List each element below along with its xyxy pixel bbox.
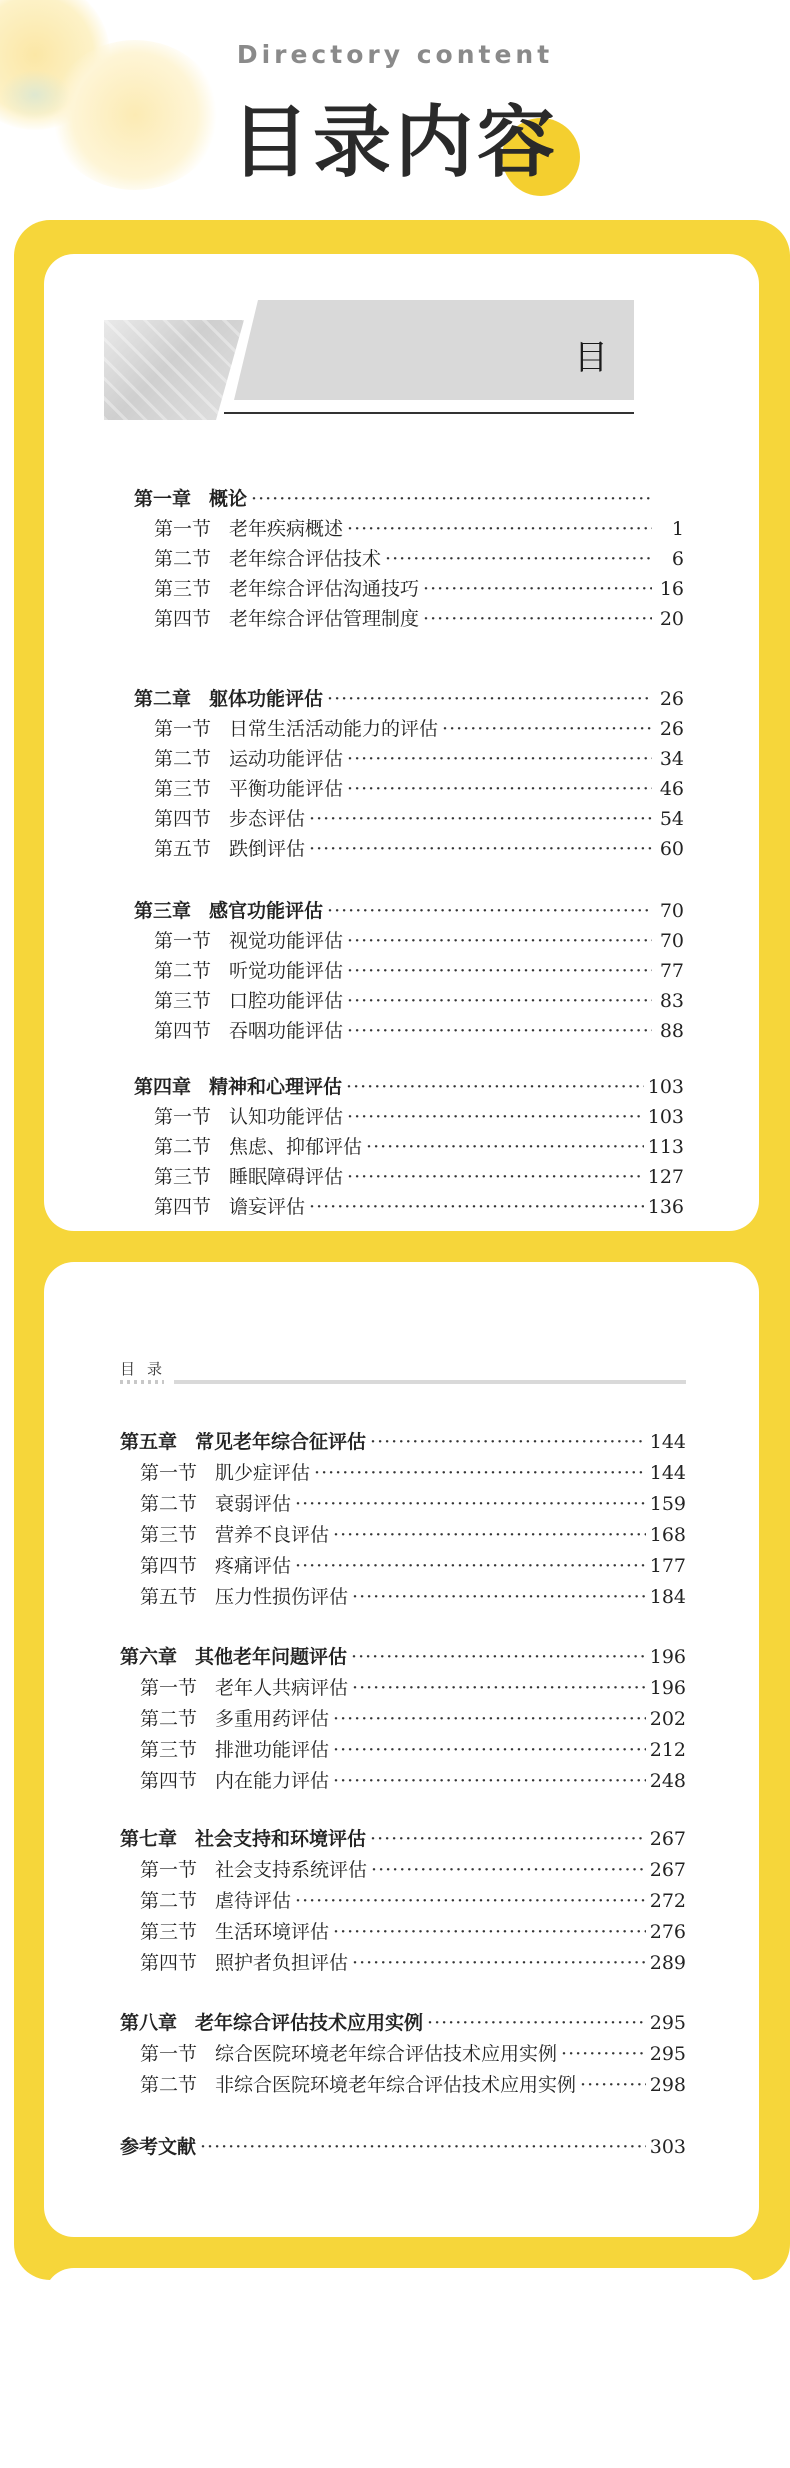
section-number: 第三节	[154, 1166, 212, 1188]
section-title: 吞咽功能评估	[229, 1020, 344, 1042]
page-title: 目录内容	[230, 98, 559, 188]
section-row	[154, 744, 684, 771]
section-title: 老年综合评估管理制度	[229, 608, 420, 630]
section-number: 第三节	[154, 578, 212, 600]
section-number: 第四节	[154, 1196, 212, 1218]
section-title: 日常生活活动能力的评估	[229, 718, 439, 740]
section-number: 第二节	[140, 1493, 198, 1515]
page-number: 303	[649, 2136, 686, 2158]
section-title: 肌少症评估	[215, 1462, 311, 1484]
section-number: 第五节	[140, 1586, 198, 1608]
chapter-label: 第五章	[120, 1431, 178, 1453]
section-number: 第一节	[140, 1462, 198, 1484]
section-row	[140, 1458, 686, 1485]
leader-dots	[333, 1770, 646, 1792]
page-number: 34	[659, 748, 684, 770]
section-number: 第四节	[154, 808, 212, 830]
section-row	[154, 956, 684, 983]
page-number: 202	[649, 1708, 686, 1730]
page-subtitle: Directory content	[236, 40, 554, 69]
section-title: 内在能力评估	[215, 1770, 330, 1792]
section-number: 第四节	[140, 1952, 198, 1974]
section-title: 焦虑、抑郁评估	[229, 1136, 363, 1158]
leader-dots	[333, 1739, 646, 1761]
section-row	[154, 714, 684, 741]
leader-dots	[347, 1106, 644, 1128]
page-number: 70	[659, 900, 684, 922]
leader-dots	[309, 838, 652, 860]
section-row	[154, 774, 684, 801]
page-number: 276	[649, 1921, 686, 1943]
page-number: 272	[649, 1890, 686, 1912]
leader-dots	[423, 578, 652, 600]
chapter-label: 第三章	[134, 900, 192, 922]
leader-dots	[352, 1677, 646, 1699]
page-number: 295	[649, 2043, 686, 2065]
leader-dots	[385, 548, 652, 570]
chapter-title: 社会支持和环境评估	[195, 1828, 367, 1850]
section-number: 第三节	[154, 778, 212, 800]
section-title: 口腔功能评估	[229, 990, 344, 1012]
page-number: 20	[659, 608, 684, 630]
section-title: 睡眠障碍评估	[229, 1166, 344, 1188]
section-title: 老年综合评估技术	[229, 548, 382, 570]
section-row	[140, 1704, 686, 1731]
leader-dots	[370, 1828, 646, 1850]
leader-dots	[366, 1136, 644, 1158]
leader-dots	[251, 488, 652, 510]
references-title: 参考文献	[120, 2136, 197, 2158]
leader-dots	[347, 1166, 644, 1188]
section-title: 疼痛评估	[215, 1555, 292, 1577]
leader-dots	[427, 2012, 646, 2034]
page-number: 289	[649, 1952, 686, 1974]
chapter-label: 第八章	[120, 2012, 178, 2034]
leader-dots	[347, 748, 652, 770]
leader-dots	[309, 808, 652, 830]
section-row	[154, 1162, 684, 1189]
section-number: 第一节	[154, 930, 212, 952]
chapter-title: 老年综合评估技术应用实例	[195, 2012, 424, 2034]
toc-card-1	[44, 254, 759, 1231]
page-number: 212	[649, 1739, 686, 1761]
section-title: 社会支持系统评估	[215, 1859, 368, 1881]
leader-dots	[347, 778, 652, 800]
page-number: 60	[659, 838, 684, 860]
page-number: 77	[659, 960, 684, 982]
chapter-label: 第七章	[120, 1828, 178, 1850]
chapter-row	[120, 2008, 686, 2035]
section-row	[140, 2070, 686, 2097]
leader-dots	[327, 688, 652, 710]
section-title: 虐待评估	[215, 1890, 292, 1912]
section-number: 第二节	[154, 748, 212, 770]
page-number: 113	[647, 1136, 684, 1158]
chapter-title: 感官功能评估	[209, 900, 324, 922]
page-number: 196	[649, 1646, 686, 1668]
section-title: 多重用药评估	[215, 1708, 330, 1730]
section-row	[154, 1192, 684, 1219]
section-number: 第四节	[140, 1770, 198, 1792]
page-number: 267	[649, 1828, 686, 1850]
chapter-label: 第四章	[134, 1076, 192, 1098]
section-title: 跌倒评估	[229, 838, 306, 860]
section-row	[154, 1132, 684, 1159]
section-title: 营养不良评估	[215, 1524, 330, 1546]
page-number: 136	[647, 1196, 684, 1218]
section-row	[154, 514, 684, 541]
section-title: 非综合医院环境老年综合评估技术应用实例	[215, 2074, 577, 2096]
section-title: 生活环境评估	[215, 1921, 330, 1943]
page-number: 184	[649, 1586, 686, 1608]
section-row	[140, 1489, 686, 1516]
section-title: 平衡功能评估	[229, 778, 344, 800]
chapter-row	[120, 1427, 686, 1454]
section-row	[140, 1582, 686, 1609]
page-number: 267	[649, 1859, 686, 1881]
leader-dots	[295, 1493, 646, 1515]
section-row	[154, 604, 684, 631]
page-number: 159	[649, 1493, 686, 1515]
chapter-row	[134, 896, 684, 923]
section-row	[154, 804, 684, 831]
section-number: 第三节	[140, 1739, 198, 1761]
section-number: 第二节	[140, 1708, 198, 1730]
page-number: 144	[649, 1462, 686, 1484]
leader-dots	[347, 518, 652, 540]
section-number: 第四节	[154, 1020, 212, 1042]
toc-card-2	[44, 1262, 759, 2237]
leader-dots	[309, 1196, 644, 1218]
toc-heading: 目录	[120, 1360, 175, 1378]
leader-dots	[346, 1076, 644, 1098]
chapter-row	[120, 1642, 686, 1669]
page-header	[0, 0, 790, 218]
leader-dots	[370, 1431, 646, 1453]
leader-dots	[371, 1859, 646, 1881]
section-title: 老年疾病概述	[229, 518, 344, 540]
section-row	[140, 1551, 686, 1578]
section-row	[140, 1673, 686, 1700]
leader-dots	[295, 1555, 646, 1577]
page-number: 6	[671, 548, 684, 570]
heading-dots	[120, 1380, 164, 1384]
chapter-title: 概论	[209, 488, 248, 510]
section-number: 第二节	[140, 1890, 198, 1912]
section-row	[140, 1917, 686, 1944]
page-number: 127	[647, 1166, 684, 1188]
leader-dots	[347, 960, 652, 982]
page-number: 168	[649, 1524, 686, 1546]
section-row	[140, 2039, 686, 2066]
leader-dots	[295, 1890, 646, 1912]
page-number: 88	[659, 1020, 684, 1042]
section-number: 第二节	[154, 960, 212, 982]
leader-dots	[333, 1921, 646, 1943]
section-number: 第一节	[140, 2043, 198, 2065]
section-row	[154, 1102, 684, 1129]
page-number: 295	[649, 2012, 686, 2034]
leader-dots	[352, 1586, 646, 1608]
page-number: 26	[659, 718, 684, 740]
chapter-title: 精神和心理评估	[209, 1076, 343, 1098]
leader-dots	[333, 1708, 646, 1730]
leader-dots	[423, 608, 652, 630]
section-number: 第三节	[154, 990, 212, 1012]
section-row	[154, 926, 684, 953]
section-row	[154, 1016, 684, 1043]
leader-dots	[561, 2043, 646, 2065]
leader-dots	[580, 2074, 646, 2096]
page-number: 177	[649, 1555, 686, 1577]
section-number: 第二节	[154, 1136, 212, 1158]
section-number: 第一节	[154, 1106, 212, 1128]
chapter-row	[134, 484, 684, 511]
section-row	[140, 1520, 686, 1547]
section-number: 第二节	[140, 2074, 198, 2096]
section-row	[154, 834, 684, 861]
page-number: 103	[647, 1106, 684, 1128]
toc-banner-char: 目	[574, 338, 608, 378]
section-title: 步态评估	[229, 808, 306, 830]
page-number: 144	[649, 1431, 686, 1453]
chapter-label: 第六章	[120, 1646, 178, 1668]
chapter-label: 第二章	[134, 688, 192, 710]
leader-dots	[352, 1952, 646, 1974]
leader-dots	[347, 930, 652, 952]
section-row	[154, 574, 684, 601]
page-number: 26	[659, 688, 684, 710]
chapter-row	[134, 1072, 684, 1099]
section-number: 第五节	[154, 838, 212, 860]
section-row	[140, 1948, 686, 1975]
chapter-row	[134, 684, 684, 711]
page-number: 70	[659, 930, 684, 952]
leader-dots	[347, 1020, 652, 1042]
section-title: 照护者负担评估	[215, 1952, 349, 1974]
chapter-title: 躯体功能评估	[209, 688, 324, 710]
leader-dots	[442, 718, 652, 740]
section-number: 第一节	[154, 518, 212, 540]
chapter-label: 第一章	[134, 488, 192, 510]
chapter-title: 常见老年综合征评估	[195, 1431, 367, 1453]
section-title: 老年人共病评估	[215, 1677, 349, 1699]
leader-dots	[351, 1646, 646, 1668]
leader-dots	[314, 1462, 646, 1484]
cover-photo-texture	[104, 320, 244, 420]
section-row	[140, 1886, 686, 1913]
section-title: 认知功能评估	[229, 1106, 344, 1128]
section-title: 谵妄评估	[229, 1196, 306, 1218]
heading-rule	[174, 1380, 686, 1384]
section-row	[140, 1766, 686, 1793]
leader-dots	[333, 1524, 646, 1546]
section-title: 综合医院环境老年综合评估技术应用实例	[215, 2043, 558, 2065]
section-row	[154, 544, 684, 571]
page-number: 46	[659, 778, 684, 800]
section-number: 第三节	[140, 1524, 198, 1546]
section-number: 第三节	[140, 1921, 198, 1943]
section-row	[154, 986, 684, 1013]
section-number: 第一节	[140, 1677, 198, 1699]
leader-dots	[347, 990, 652, 1012]
chapter-title: 其他老年问题评估	[195, 1646, 348, 1668]
section-number: 第二节	[154, 548, 212, 570]
page-number: 103	[647, 1076, 684, 1098]
page-number: 83	[659, 990, 684, 1012]
chapter-row	[120, 1824, 686, 1851]
section-title: 听觉功能评估	[229, 960, 344, 982]
section-number: 第四节	[154, 608, 212, 630]
section-title: 排泄功能评估	[215, 1739, 330, 1761]
page-number: 1	[671, 518, 684, 540]
page-number: 16	[659, 578, 684, 600]
section-title: 视觉功能评估	[229, 930, 344, 952]
page-number: 248	[649, 1770, 686, 1792]
leader-dots	[200, 2136, 646, 2158]
page-number: 298	[649, 2074, 686, 2096]
section-title: 压力性损伤评估	[215, 1586, 349, 1608]
references-row	[120, 2132, 686, 2159]
section-number: 第一节	[154, 718, 212, 740]
toc-card-3	[44, 2268, 759, 2468]
section-title: 老年综合评估沟通技巧	[229, 578, 420, 600]
page-number: 196	[649, 1677, 686, 1699]
section-row	[140, 1855, 686, 1882]
section-title: 衰弱评估	[215, 1493, 292, 1515]
section-row	[140, 1735, 686, 1762]
leader-dots	[327, 900, 652, 922]
banner-rule	[224, 412, 634, 414]
section-number: 第一节	[140, 1859, 198, 1881]
section-number: 第四节	[140, 1555, 198, 1577]
page-number: 54	[659, 808, 684, 830]
section-title: 运动功能评估	[229, 748, 344, 770]
